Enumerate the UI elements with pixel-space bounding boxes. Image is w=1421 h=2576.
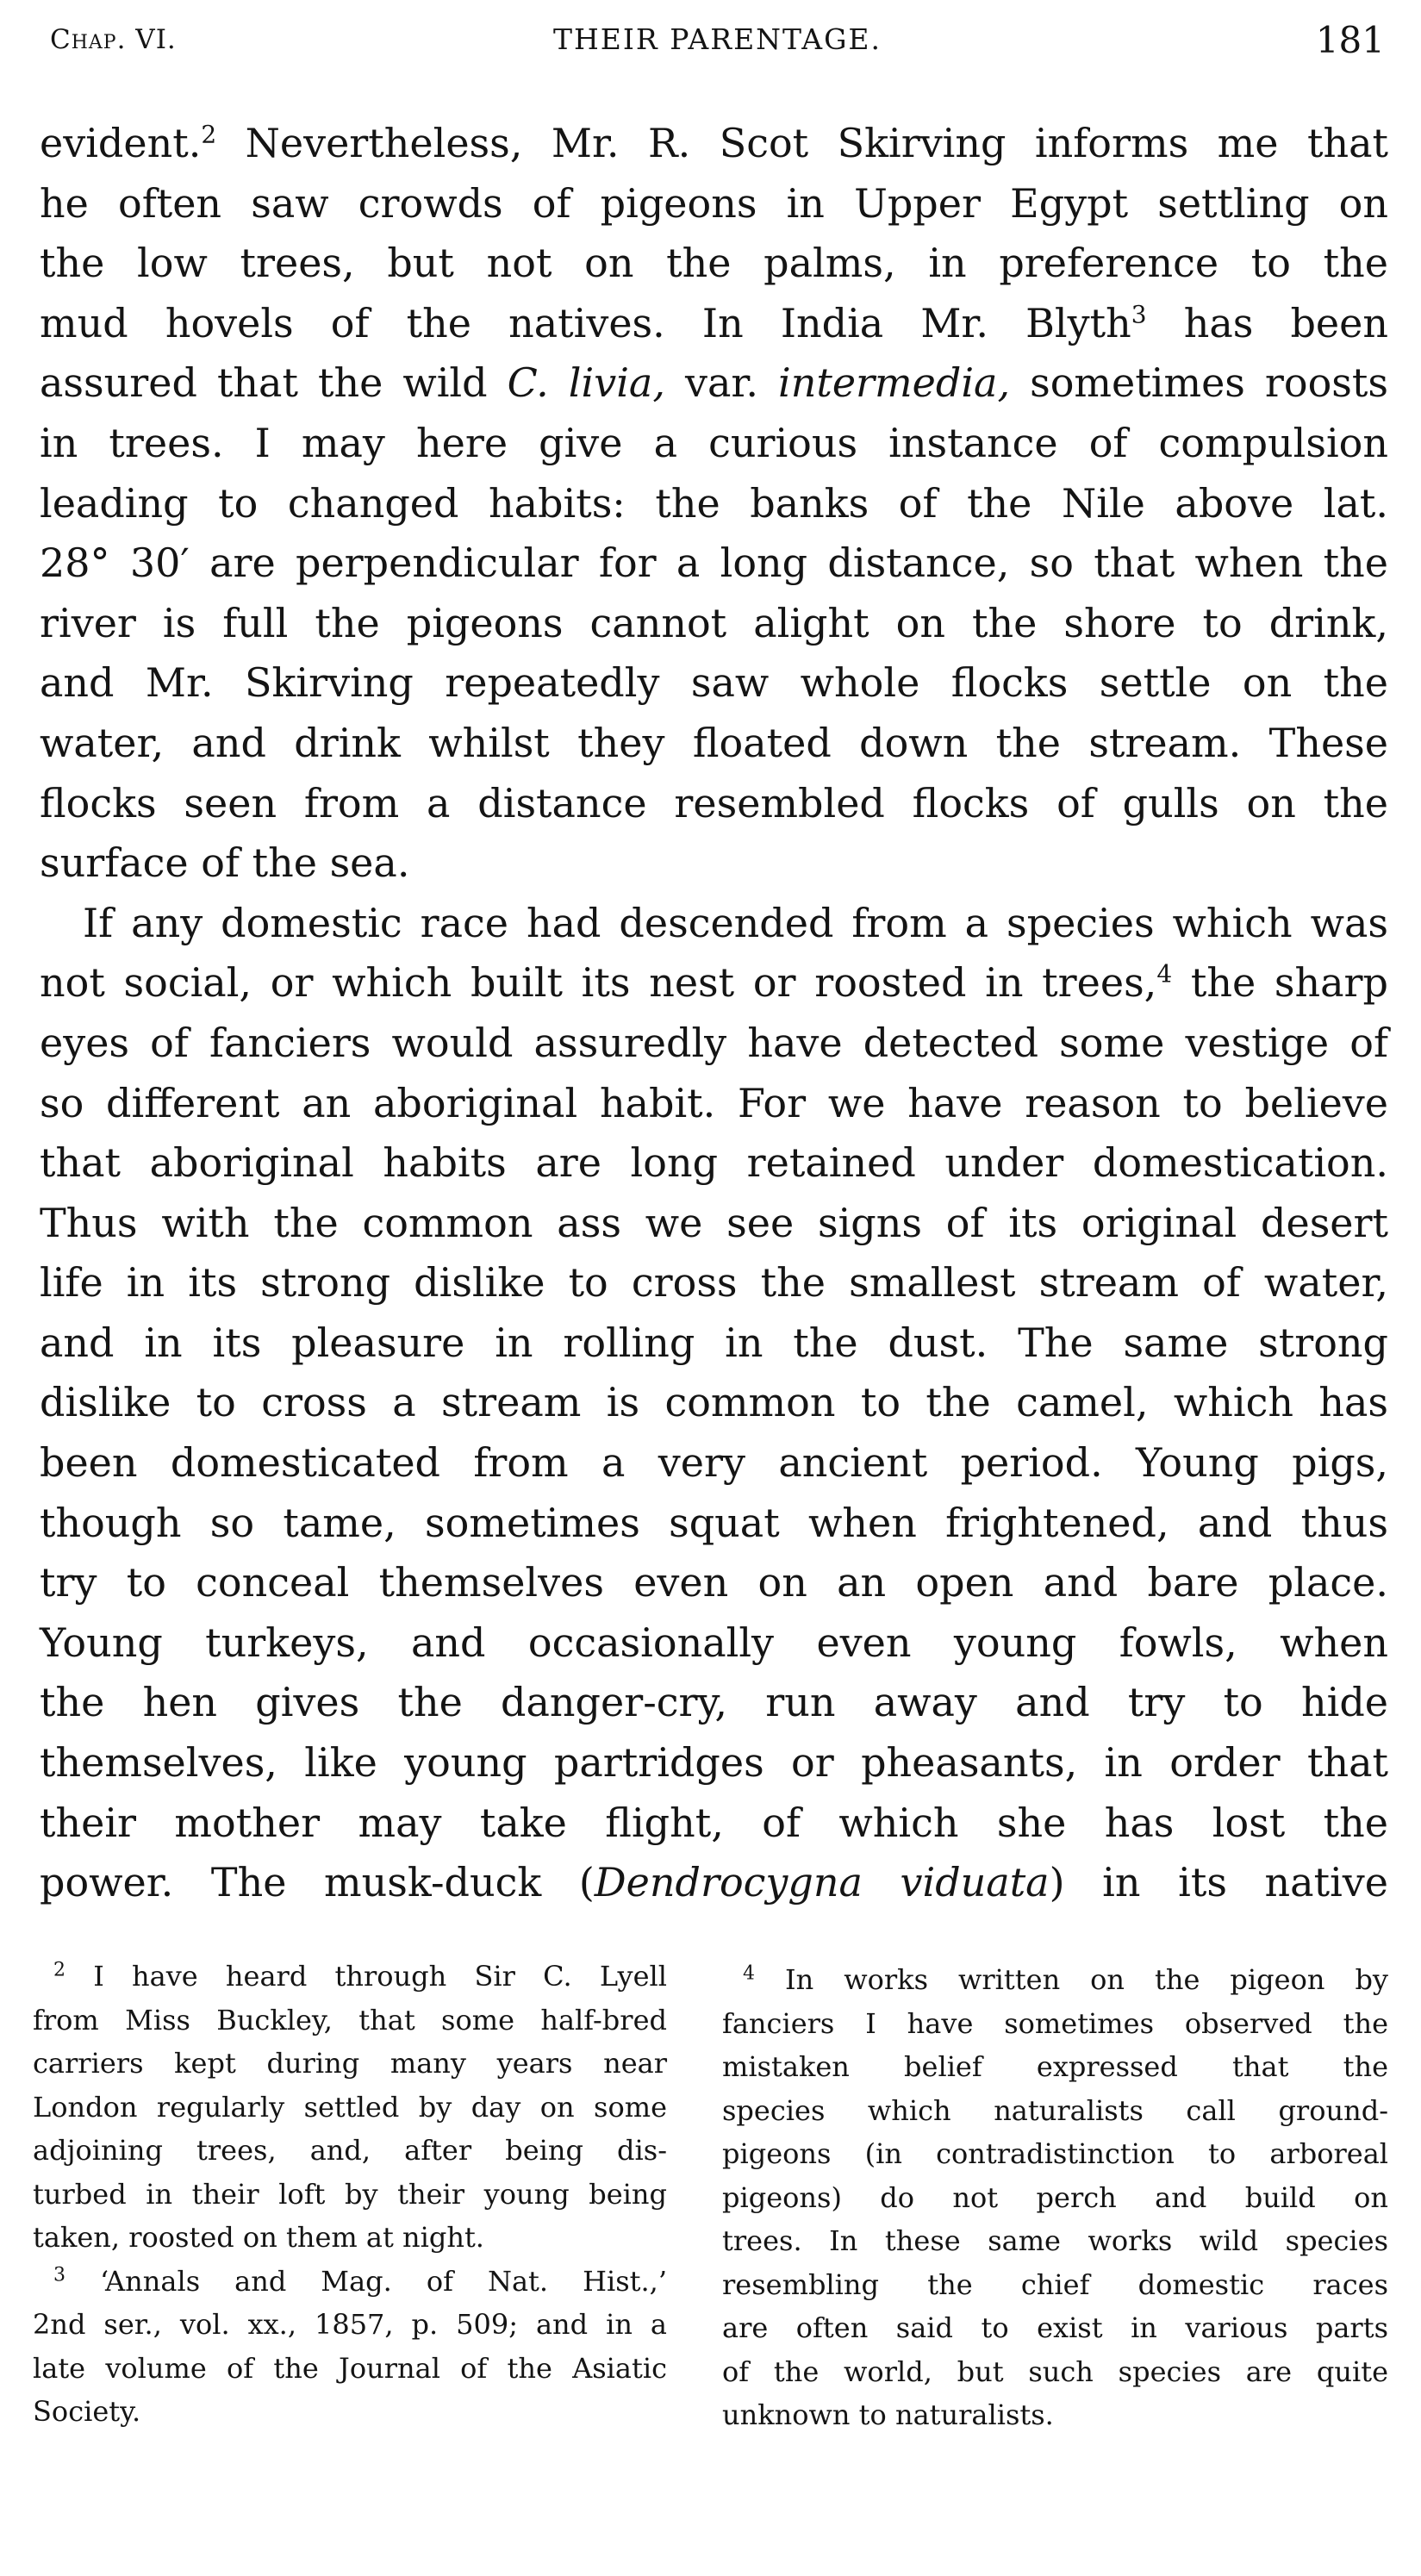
text-span: var. — [664, 359, 778, 407]
species-name: Dendrocygna viduata — [594, 1859, 1050, 1906]
text-line: Thus with the common ass we see signs of its original desert — [40, 1199, 1388, 1246]
text-line: trees. In these same works wild species — [722, 2224, 1388, 2257]
footnote-ref-3: 3 — [1131, 300, 1147, 329]
running-header — [50, 19, 1385, 62]
text-line: turbed in their loft by their young being — [33, 2177, 667, 2211]
text-span: mud hovels of the natives. In India Mr. Blyth — [40, 299, 1131, 346]
text-line: and in its pleasure in rolling in the dust. The same strong — [40, 1319, 1388, 1366]
text-span: I have heard through Sir C. Lyell — [65, 1960, 667, 1993]
text-line — [722, 1958, 1388, 2002]
footnote-ref-4: 4 — [1156, 959, 1173, 989]
text-line: leading to changed habits: the banks of the Nile above lat. — [40, 479, 1388, 527]
text-line — [40, 953, 1388, 1014]
text-span: Nevertheless, Mr. R. Scot Skirving informs me that — [216, 120, 1388, 166]
text-line: unknown to naturalists. — [722, 2398, 1054, 2431]
text-span: the sharp — [1172, 959, 1388, 1007]
text-line: mistaken belief expressed that the — [722, 2050, 1388, 2083]
text-line: If any domestic race had descended from a species which was — [83, 899, 1388, 946]
text-line: pigeons (in contradistinction to arboreal — [722, 2137, 1388, 2170]
text-line: life in its strong dislike to cross the smallest stream of water, — [40, 1259, 1388, 1307]
text-span: ) in its native — [1049, 1859, 1388, 1906]
text-line: he often saw crowds of pigeons in Upper Egypt settling on — [40, 179, 1388, 227]
text-line: Young turkeys, and occasionally even young fowls, when — [40, 1619, 1388, 1666]
footnote-marker: 3 — [53, 2263, 65, 2286]
footnote-marker: 4 — [743, 1962, 755, 1985]
text-line: of the world, but such species are quite — [722, 2355, 1388, 2388]
footnote-3 — [33, 2260, 667, 2434]
text-line: flocks seen from a distance resembled flocks of gulls on the — [40, 779, 1388, 826]
text-span: In works written on the pigeon by — [755, 1963, 1388, 1996]
text-line: so different an aboriginal habit. For we have reason to believe — [40, 1079, 1388, 1126]
footnote-column-right — [722, 1958, 1388, 2437]
text-line: adjoining trees, and, after being dis- — [33, 2134, 667, 2167]
text-line: the low trees, but not on the palms, in preference to the — [40, 240, 1388, 287]
chapter-label: Chap. VI. — [50, 24, 177, 55]
text-line: London regularly settled by day on some — [33, 2090, 667, 2124]
text-line: try to conceal themselves even on an open and bare place. — [40, 1559, 1388, 1606]
text-span: ‘Annals and Mag. of Nat. Hist.,’ — [65, 2264, 667, 2298]
text-line: taken, roosted on them at night. — [33, 2221, 484, 2254]
text-span: power. The musk-duck ( — [40, 1859, 595, 1906]
text-span: evident. — [40, 120, 202, 166]
text-line: Society. — [33, 2395, 141, 2428]
text-line: been domesticated from a very ancient period. Young pigs, — [40, 1439, 1388, 1487]
text-line: 2nd ser., vol. xx., 1857, p. 509; and in a — [33, 2308, 667, 2341]
footnote-2 — [33, 1955, 667, 2260]
text-line — [40, 114, 1388, 174]
variety-name: intermedia, — [778, 359, 1011, 407]
text-line — [40, 353, 1388, 414]
text-line: are often said to exist in various parts — [722, 2311, 1388, 2344]
footnote-ref-2: 2 — [201, 120, 217, 149]
text-line: in trees. I may here give a curious instance of compulsion — [40, 419, 1388, 466]
text-line: late volume of the Journal of the Asiatic — [33, 2351, 667, 2385]
text-span: assured that the wild — [40, 359, 508, 407]
footnote-column-left — [33, 1955, 667, 2434]
text-line: species which naturalists call ground- — [722, 2093, 1388, 2127]
running-title: THEIR PARENTAGE. — [552, 22, 882, 56]
text-line — [40, 1853, 1388, 1913]
paragraph-2 — [40, 894, 1388, 1913]
text-line: that aboriginal habits are long retained under domestication. — [40, 1139, 1388, 1187]
text-line: pigeons) do not perch and build on — [722, 2180, 1388, 2214]
text-line: from Miss Buckley, that some half-bred — [33, 2003, 667, 2036]
footnote-marker: 2 — [53, 1959, 65, 1981]
text-line: resembling the chief domestic races — [722, 2267, 1388, 2301]
text-line: river is full the pigeons cannot alight on the shore to drink, — [40, 599, 1388, 646]
text-line: water, and drink whilst they floated down the stream. These — [40, 719, 1388, 766]
text-line: themselves, like young partridges or pheasants, in order that — [40, 1739, 1388, 1787]
text-line — [40, 294, 1388, 354]
text-line — [33, 1955, 667, 1999]
text-line: surface of the sea. — [40, 839, 410, 887]
species-name: C. livia, — [507, 359, 665, 407]
footnote-4 — [722, 1958, 1388, 2437]
text-span: not social, or which built its nest or roosted in trees, — [40, 959, 1157, 1007]
text-line: and Mr. Skirving repeatedly saw whole flocks settle on the — [40, 659, 1388, 707]
page-number: 181 — [1315, 19, 1385, 61]
text-line: carriers kept during many years near — [33, 2047, 667, 2080]
text-line: the hen gives the danger-cry, run away and try to hide — [40, 1679, 1388, 1726]
paragraph-1 — [40, 114, 1388, 894]
text-line — [33, 2260, 667, 2304]
text-line: their mother may take flight, of which she has lost the — [40, 1799, 1388, 1846]
text-line: 28° 30′ are perpendicular for a long distance, so that when the — [40, 540, 1388, 587]
text-line: though so tame, sometimes squat when frightened, and thus — [40, 1499, 1388, 1546]
text-span: sometimes roosts — [1010, 359, 1388, 407]
text-line: fanciers I have sometimes observed the — [722, 2006, 1388, 2040]
text-span: has been — [1146, 299, 1388, 346]
text-line: eyes of fanciers would assuredly have detected some vestige of — [40, 1019, 1388, 1066]
text-line: dislike to cross a stream is common to the camel, which has — [40, 1379, 1388, 1426]
main-text — [40, 114, 1388, 1913]
